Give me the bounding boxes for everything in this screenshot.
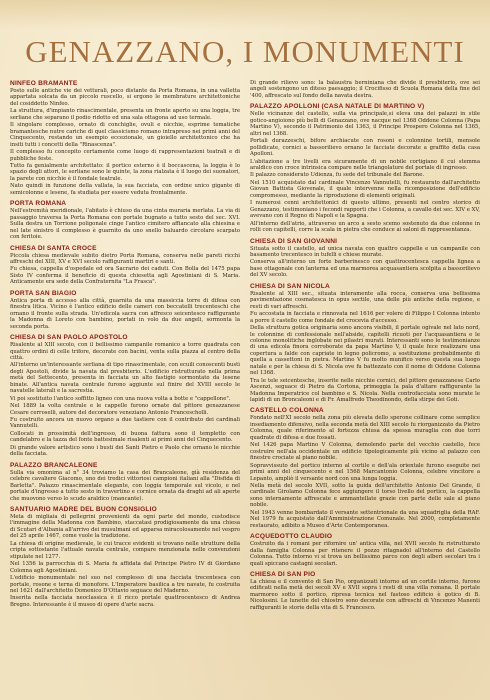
section-paragraph: Di grande rilievo sono: la balaustra berniniana che divide il presbiterio, ove sei angeli sostengono un diteso paesaggio; il Crocifisso di Scuola Romana della fine del '400, affrescato sul fondo della navata destra. xyxy=(250,80,480,99)
section-paragraph: La chiesa di origine medievale, le cui tracce evidenti si trovano nelle strutture della cripta sottostante l'attuale navata centrale, compare menzionata nelle convenzioni stipulate nel 1277. xyxy=(10,540,240,560)
right-column xyxy=(250,80,480,692)
section-paragraph: Nel 1356 la parrocchia di S. Maria fu affidata dal Principe Pietro IV di Giordano Colonna agli Agostiniani. xyxy=(10,561,240,574)
section-paragraph: Collocati in prossimità dell'ingresso, di buona fattura sono il templetto con candelabro e la tazza del fonte battesimale risalenti ai primi anni del Cinquecento. xyxy=(10,430,240,444)
section-paragraph: Vi poi sostituito l'antico soffitto ligneo con una nuova volta a botte e "cappellone". xyxy=(10,395,231,402)
section-paragraph: Posto sulle antiche vie dei vetturali, poco distante da Porta Romana, in una valletta appartata solcata da un piccolo ruscello, si ergono le membrature architettoniche del cosiddetto Ninfeo. xyxy=(10,88,240,107)
section-heading: PALAZZO BRANCALEONE xyxy=(10,461,98,469)
section-heading: CHIESA DI SAN NICOLA xyxy=(250,282,330,290)
section xyxy=(250,80,480,99)
section-heading: CHIESA DI SAN GIOVANNI xyxy=(250,237,338,245)
section-paragraph: Inserita nella facciata neoclassica è il ricco portale quattrocentesco di Andrea Bregno. Interessante è il museo di opere d'arte sacra. xyxy=(10,595,240,608)
section-heading: CHIESA DI SANTA CROCE xyxy=(10,244,97,252)
section-paragraph: All'interno dell'atrio, attraverso un arco a sesto scemo sostenuto da due colonne in rolli con capitelli, corre la scala in pietra che conduce ai saloni di rappresentanza. xyxy=(250,220,480,234)
section-paragraph: Il complesso fu concepito certamente come luogo di rappresentazioni teatrali e di pubbliche feste. xyxy=(10,149,240,162)
page-title: GENAZZANO, I MONUMENTI xyxy=(25,34,465,69)
section-paragraph: Meta di migliaia di pellegrini provenienti da ogni parte del mondo, custodisce l'immagine della Madonna con Bambino, staccatasi prodigiosamente da una chiesa di Scutari d'Albania all'arrivo dei musulmani ed apparsa miracolosamente nel vespro del 25 aprile 1467, come vuole la tradizione. xyxy=(10,514,240,540)
section-paragraph: Di grande valore artistico sono i busti dei Santi Pietro e Paolo che ornano le nicchie della facciata. xyxy=(10,444,240,458)
text-columns xyxy=(10,80,480,692)
section xyxy=(10,80,240,196)
section-paragraph: Tutto fa genialmente architettato: il portico esterno è il boccascena, la loggia è lo spazio degli attori, le serliane sono le quinte, la zona rialzata è il luogo dei suonatori, la parete con nicchie è il fondale teatrale. xyxy=(10,162,240,182)
section-paragraph: Nell'estremità meridionale, l'abitato è chiuso da una cinta muraria merlata. La via di passaggio traversa la Porta Romana con portale bugnato a tutto sesto del sec. XVI. Sulla destra un Torrione poligonale cinge l'antico cimitero affiancato alla chiesina e nel late sinistro il complesso è guarnito da uno snello baluardo circolare scarpato con feritoie. xyxy=(10,208,240,241)
decorative-band xyxy=(0,0,490,30)
left-column xyxy=(10,80,240,692)
section-paragraph: La struttura, d'impianto rinascimentale, presenta un fronte aperto su una loggia, tre serliane che separano il podio ridotto ed una sala ottagona ad uso termale. xyxy=(10,108,240,121)
section-heading: PORTA SAN BIAGIO xyxy=(10,289,77,297)
section xyxy=(250,571,480,611)
section-paragraph: Della struttura gotica originaria sono ancora visibili, il portale ogivale nel lato nord, le colonnine di confessionale nell'abside, capitelli ricuoti per l'acquasantiera e le colonne monolitiche inglobate nei pilastri murati. Interessanti sono le testimonianze di una edicola finora corroborate da papa Martino V, il quale fece realizzare una copertura a falde con capriate in legno policromo, a sostituzione probabilmente di quella a cassettoni in pietra. Martino V fu molto munifico verso questa sua luogo natale e per la chiesa di S. Nicola ove fu battezzato con il nome di Oddone Colonna nel 1368. xyxy=(250,325,480,377)
section-paragraph: Fu accostata in facciata e rinnovata nel 1616 per volere di Filippo I Colonna intento a porre il castello come fondale del crocevia d'accesso. xyxy=(250,311,480,324)
section-paragraph: Nato quindi in funzione della vallata, la sua facciata, con ordine unico gigante di semicolonne e lesene, fa studiata per essere veduta frontalmente. xyxy=(10,183,240,196)
section-paragraph: Il palazzo considerato Udienza, fu sede del tribunale del Barone. xyxy=(250,172,425,179)
section-paragraph: Nella metà del secolo XVII, sotto la guida dell'architetto Antonio Del Grande, il cardinale Girolamo Colonna fece aggiungere il torso livello del portico, la cappella sono internamente affrescate e ammantellate grazie con parte delle sale al piano nobile. xyxy=(250,483,480,509)
section-paragraph: Nel 1426 papa Martino V Colonna, demolendo parte del vecchio castello, fece costruire nell'ala occidentale un edificio tipologicamente più vicino al palazzo con finestre crociate al piano nobile. xyxy=(250,442,480,462)
section-paragraph: Tra le tele seicentesche, inserite nelle nicchie cornici, del pittore genazzanese Carlo Ascenzi, seguace di Pietro da Cortona, primeggia la pala d'altare raffigurante la Madonna Imperatrice col bambino e S. Nicola. Nella controfacciata sono murate le lapidi di un Broncaleoni e di Fr. Amalfredo Theodinondo, della stirpe dei Goti. xyxy=(250,377,480,404)
section-heading: ACQUEDOTTO CLAUDIO xyxy=(250,533,333,541)
section-heading: CHIESA DI SAN PAOLO APOSTOLO xyxy=(10,334,128,342)
section xyxy=(10,506,240,608)
section-heading: PALAZZO APOLLONI (CASA NATALE DI MARTINO V) xyxy=(250,103,425,111)
section-paragraph: Costruito da i romani per rifornire un' antica villa, nel XVII secolo fu ristrutturato dalla famiglia Colonna per ritenere il pozzo ritagnadol all'interno del Castello Colonna. Tutto intorno vi si trova un bellissimo parco con degli alberi secolari tra i quali spiccano castagni secolari. xyxy=(250,541,480,567)
section xyxy=(250,407,480,529)
section xyxy=(250,238,480,279)
section-paragraph: Il singolare complesso, ornato di conchiglie, ovuli e nicchie, esprime tematiche bramantesche nutre cariche di quel classicismo romano intrapreso nei primi anni del Cinquecento, restando un esempio eccezionale, un gioiello architettonico che ha insiti tutti i concetti della "Rinascenza". xyxy=(10,122,240,148)
section-heading: PORTA ROMANA xyxy=(10,200,67,208)
section-paragraph: L'edificio monumentale nel suo nel complesso di una facciata trecentesca con portale, rosone e terna di monofore. L'Imperatore basilica a tre navate, fu costruita nel 1621 dall'architetto Domenico D'Ottavio seguace del Maderno. xyxy=(10,575,240,594)
section-paragraph: Piccola chiesa medievale subito dietro Porta Romana, conserva nelle pareti ricchi affreschi del XIII, XV e XVI secolo raffiguranti martiri e santi. xyxy=(10,252,240,265)
section xyxy=(10,200,240,240)
section-heading: NINFEO BRAMANTE xyxy=(10,80,78,87)
section-paragraph: I numerosi cenni architettonici di questo ultimo, presenti nel centro storico di Genazzano, testimoniano i fecondi rapporti che i Colonna, a cavallo dei sec. XIV e XV, avevano con il Regno di Napoli e la Spagna. xyxy=(250,200,480,220)
section-paragraph: Fondato nell'XI secolo nella zona più elevata dello sperone collinare come semplice insediamento difensivo, nella seconda metà del XIII secolo fu riorganizzato da Pietro Colonna, quale riferimento al fortezza chiusa da spessa muraglia con due torri quadrate di difesa e due fossati. xyxy=(250,415,480,441)
section-paragraph: Portali durazzeschi, bifore archiacute con rosoni e colonnine tortili, mensole pollidicate, cornici a bassorilievo ornano le facciate decorate a graffito della casa Apolloni. xyxy=(250,138,480,158)
section xyxy=(10,290,240,330)
section xyxy=(250,103,480,233)
section-paragraph: Fu chiesa, cappella d'ospedale ed ora Sacrario dei caduti. Con Bolla del 1475 papa Sisto IV conferma il beneficio di questa chiesetta agli Agostiniani di S. Maria. Anticamente era sede della Confraternita "La Frasca". xyxy=(10,266,240,286)
section-heading: SANTUARIO MADRE DEL BUON CONSIGLIO xyxy=(10,506,157,514)
section-paragraph: Nel 1943 venne bombardato il versante settentrionale da una squadriglia della RAF. Nel 1979 fu acquistato dall'Amministrazione Comunale. Nel 2000, completamente restaurato, adibito a Museo d'Arte Contemporanea. xyxy=(250,509,480,529)
section-paragraph: Nelle vicinanze del castello, sulla via principale,si eleva una dei palazzi in stile gotico-angioiono più belli di Genazzano, ove nacque nel 1368 Oddone Colonna (Papa Martino V), secondo il Patrimonio del 1363, il Principe Prospero Colonna nel 1365, altri nel 1368. xyxy=(250,111,480,137)
section xyxy=(10,462,240,502)
section-paragraph: Situata sotto il castello, ad unica navata con quattro cappelle e un campanile con basamento trecentesco in tufelli e chiese murate. xyxy=(250,245,480,258)
section-paragraph: Risalente al XIII sec., situata interamente alla rocca, conserva una bellissima pavimentazione cosmatesca in opus sectile, una delle più antiche della regione, e resti di vari affreschi. xyxy=(250,290,480,310)
section-paragraph: La chiesa e il convento di San Pio, organizzati intorno ad un cortile interno, furono edificati nella metà dei secoli XV e XVII sopra i resti di una villa romana. Il portale marmoreo sotto il portico, ripresa tecnica nel fastoso edificio è gotico di B. Nicolosini. Le lunette del chiostro sono decorate con affreschi di Vincenzo Manenti raffiguranti le storie della vita di S. Francesco. xyxy=(250,579,480,611)
section-paragraph: Sopravvissuto del portico interno al cortile e dell'ala orientale furono eseguite nei primi anni del cinquecento e nel 1568 Marcantonio Colonna, celebre vincitore a Lepanto, ampliò il versante nord con una lunga loggia. xyxy=(250,462,480,482)
section-heading: CHIESA DI SAN PIO xyxy=(250,571,316,578)
section-heading: CASTELLO COLONNA xyxy=(250,407,324,415)
section-paragraph: Fu costruito ancora un nuovo organo a due tastiere con il contributo dei cardinali Vannutelli. xyxy=(10,417,240,430)
section xyxy=(10,334,240,458)
section xyxy=(10,245,240,286)
section xyxy=(250,283,480,404)
section xyxy=(250,533,480,567)
section-paragraph: Sulla via omonima al n° 34 troviamo la casa dei Brancaleone, già residenza del celebre cavaliere Giacomo, uno dei tredici vittoriosi campioni italiani alla "Disfida di Barletta". Palazzo rinascimentale elegante, con loggia temporale sul vicolo, e nel portale d'ingresso a tutto sesto in travertino e cornice ornata da draghi ad ali aperte che muovono verso lo scudo araldico (mancante). xyxy=(10,469,240,502)
section-paragraph: Conserva all'interno un forte barberinesco con quattrocentesca cappella lignea a base ottagonale con lanterna ed una marmorea acquasantiera scolpita a bassorilievo del XV secolo. xyxy=(250,259,480,279)
section-paragraph: Risalente al XIII secolo, con il bellissimo campanile romanico a torre quadrata con quattro ordini di celle trifore, decorate con bacini, venta sulla piazza al centro della città. xyxy=(10,342,240,361)
section-paragraph: L'abitazione a tre livelli era sicuramente di un nobile cortigiano il cui stemma araldico con croce intrinsica compare nelle triangolature del portale di ingresso. xyxy=(250,158,480,171)
section-paragraph: Nel 1510 acquistato dal cardinale Vincenzo Vannutelli, fu restaurato dall'architetto Giovan Battista Giovenale, il quale intervenne nella ricomposizione dell'edificio compromesso, mediante la riproduzione di elementi originali. xyxy=(250,179,480,199)
section-paragraph: Nel 1889 la volta centrale e le cappelle furono ornate dal pittore genazzanese Cesare cerroselli, autore del decoratore veneziano Antonio Francescholli. xyxy=(10,403,240,416)
section-paragraph: Antica porta di accesso alla città, guarnita da una massiccia torre di difesa con finestra litica. Vicino è l'antico edificio delle cameri con beccatelli trecenteschi che ornano il fronte sulla strada. Un'edicola sacra con affresco seicentesco raffigurante la Madonna di Loreto con bambino, portati in volo da due angeli, sormonta la seconda porta. xyxy=(10,297,240,330)
section-paragraph: All'interno un'interessante serliana di tipo rinascimentale, con ecuili conoscenti busti degli Apostoli, divide la navata dal presbiterio. L'edificio ristrutturato nella prima metà del Settecento, presenta in facciata un alto fastigio sormontato da lesene binate. All'antica navata centrale furono aggiunte sul finire del XVIII secolo le navatelle laterali e la sacrestia. xyxy=(10,362,240,395)
